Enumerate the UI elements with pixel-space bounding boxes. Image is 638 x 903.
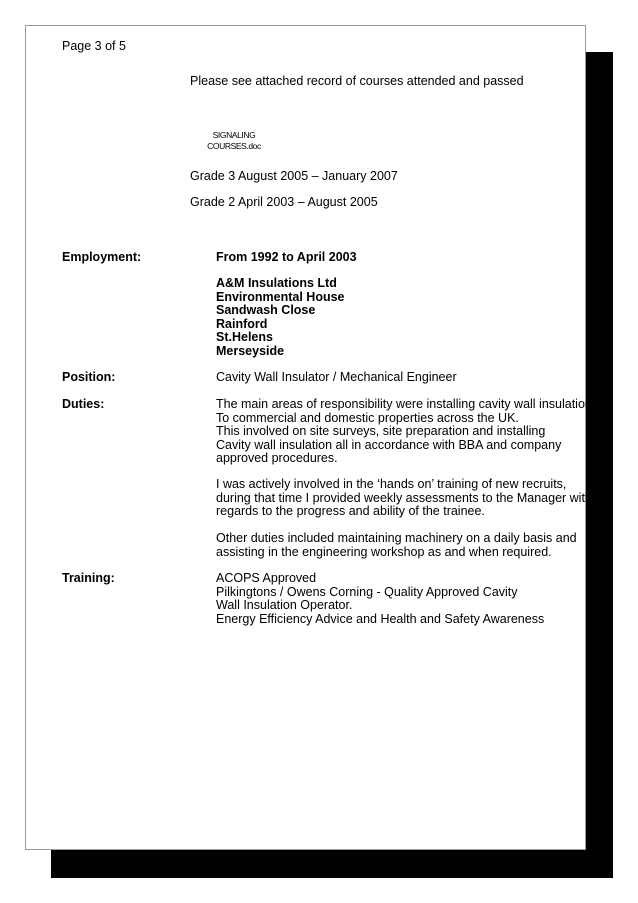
page-number: Page 3 of 5 [62, 39, 126, 53]
address-line: Rainford [216, 316, 268, 331]
address-line: Environmental House [216, 289, 345, 304]
attached-document-icon[interactable] [204, 130, 264, 152]
duties-line: assisting in the engineering workshop as and when required. [216, 544, 552, 559]
document-page [25, 25, 592, 850]
attachment-name-line2: COURSES.doc [207, 141, 261, 151]
duties-line: Other duties included maintaining machinery on a daily basis and [216, 531, 577, 545]
attachment-name-line1: SIGNALING [212, 130, 256, 140]
duties-paragraph-3 [216, 532, 577, 559]
courses-note: Please see attached record of courses attended and passed [190, 74, 524, 88]
duties-line: regards to the progress and ability of the trainee. [216, 504, 485, 518]
duties-line: To commercial and domestic properties across the UK. [216, 410, 519, 425]
position-value: Cavity Wall Insulator / Mechanical Engineer [216, 370, 457, 384]
duties-line: The main areas of responsibility were installing cavity wall insulation [216, 397, 592, 411]
address-line: Sandwash Close [216, 303, 316, 317]
training-list [216, 572, 544, 626]
duties-paragraph-1 [216, 398, 592, 466]
position-label: Position: [62, 370, 116, 384]
training-line: Pilkingtons / Owens Corning - Quality Approved Cavity [216, 584, 518, 599]
duties-line: during that time I provided weekly assessments to the Manager with [216, 490, 592, 505]
duties-line: Cavity wall insulation all in accordance with BBA and company [216, 437, 562, 452]
duties-paragraph-2 [216, 478, 592, 519]
training-line: ACOPS Approved [216, 571, 317, 585]
address-line: A&M Insulations Ltd [216, 276, 337, 290]
address-line: Merseyside [216, 343, 285, 358]
duties-line: This involved on site surveys, site preparation and installing [216, 424, 546, 438]
training-line: Energy Efficiency Advice and Health and Safety Awareness [216, 611, 545, 626]
duties-label: Duties: [62, 397, 105, 411]
employment-label: Employment: [62, 250, 142, 264]
duties-line: I was actively involved in the ‘hands on’ training of new recruits, [216, 477, 567, 491]
grade-2-entry: Grade 2 April 2003 – August 2005 [190, 195, 378, 209]
employment-period: From 1992 to April 2003 [216, 250, 357, 264]
grade-3-entry: Grade 3 August 2005 – January 2007 [190, 169, 398, 183]
training-line: Wall Insulation Operator. [216, 598, 353, 612]
training-label: Training: [62, 571, 115, 585]
duties-line: approved procedures. [216, 451, 338, 465]
employer-address [216, 277, 345, 358]
address-line: St.Helens [216, 330, 273, 344]
